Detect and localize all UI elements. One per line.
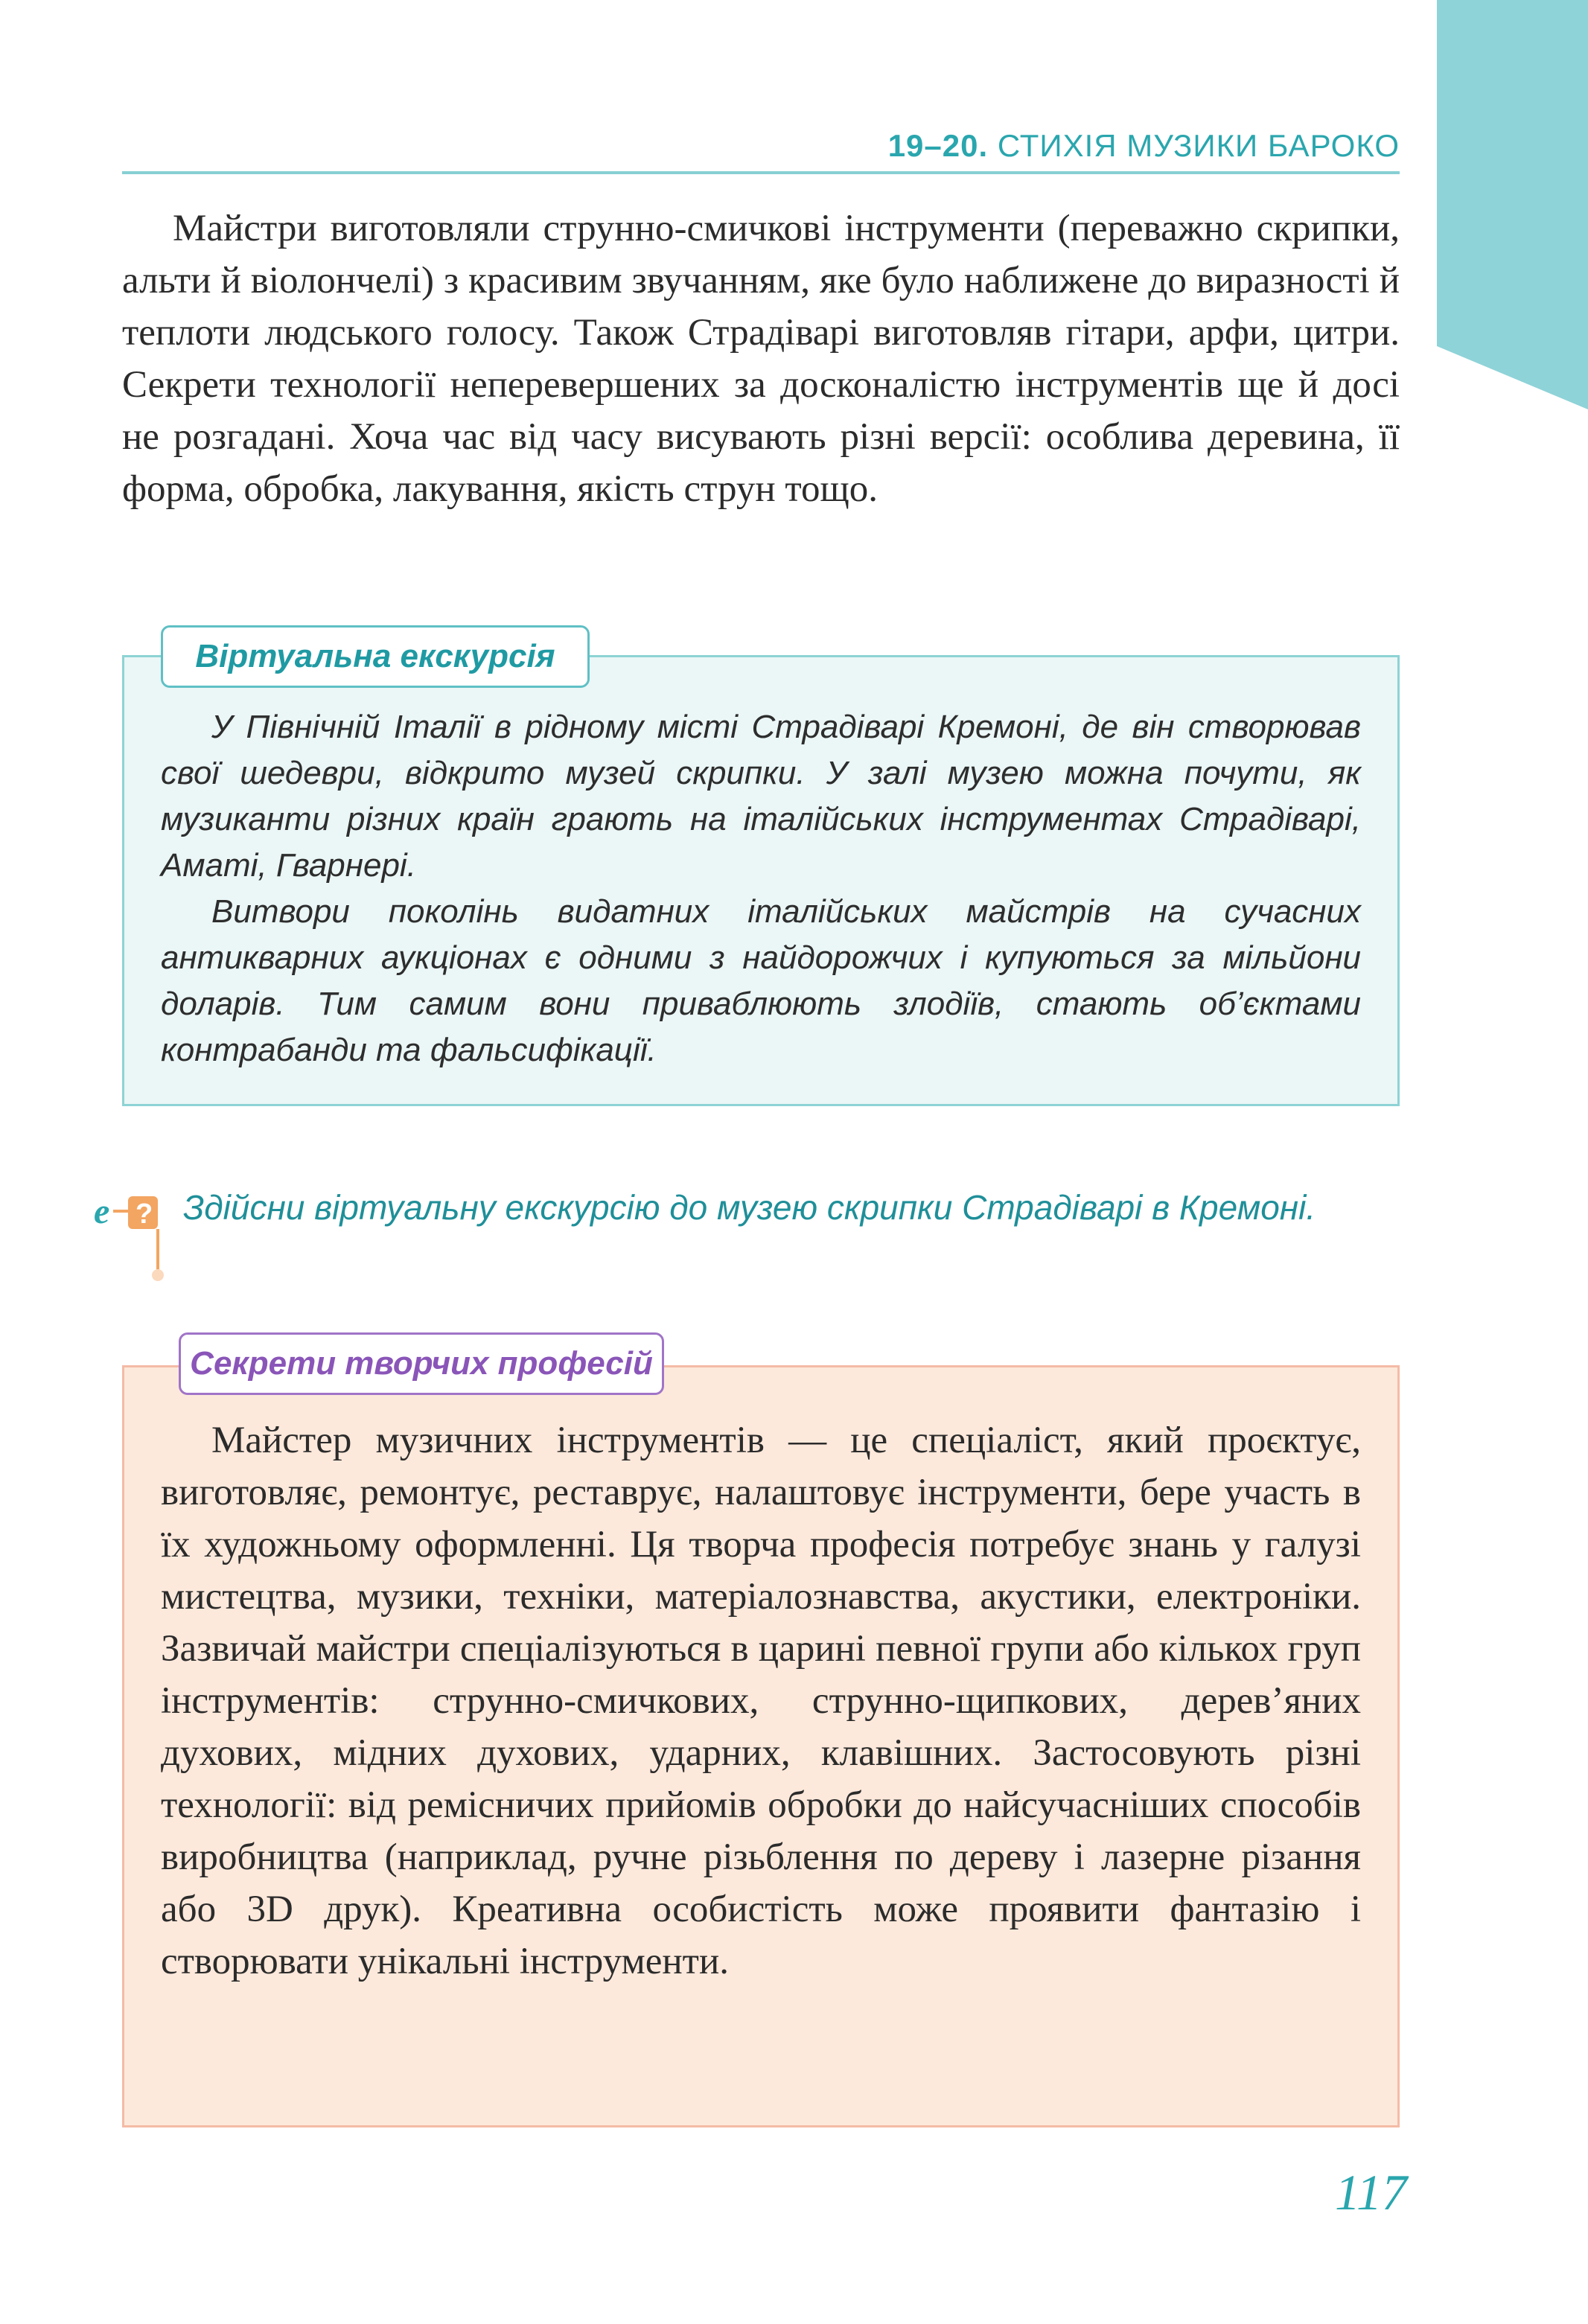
chapter-title: СТИХІЯ МУЗИКИ БАРОКО xyxy=(997,128,1400,163)
icon-letter: e xyxy=(94,1192,110,1231)
chapter-number: 19–20. xyxy=(887,128,989,163)
e-question-icon xyxy=(89,1187,167,1284)
chapter-heading xyxy=(888,128,1400,163)
creative-secrets-text: Майстер музичних інструментів — це спеціаліст, який проєктує, виготовляє, ремонтує, реставрує, налаштовує інструменти, бере участь в їх художньому оформленні. Ця творча професія потребує знань у галузі мистецтва, музики, техніки, матеріалознавства, акустики, електроніки. Зазвичай майстри спеціалізуються в царині певної групи або кількох груп інструментів: струнно-смичкових, струнно-щипкових, дерев’яних духових, мідних духових, ударних, клавішних. Застосовують різні технології: від ремісничих прийомів обробки до найсучасніших способів виробництва (наприклад, ручне різьблення по дереву і лазерне різання або 3D друк). Креативна особистість може проявити фантазію і створювати унікальні інструменти. xyxy=(161,1420,1361,1982)
icon-mark: ? xyxy=(135,1198,153,1230)
excursion-paragraph: У Північній Італії в рідному місті Страдіварі Кремоні, де він створював свої шедеври, відкрито музей скрипки. У залі музею можна почути, як музиканти різних країн грають на італійських інструментах Страдіварі, Аматі, Гварнері. xyxy=(161,709,1361,884)
excursion-paragraph: Витвори поколінь видатних італійських майстрів на сучасних антикварних аукціонах є одними з найдорожчих і купуються за мільйони доларів. Тим самим вони приваблюють злодіїв, стають об’єктами контрабанди та фальсифікації. xyxy=(161,893,1361,1068)
intro-paragraph: Майстри виготовляли струнно-смичкові інструменти (переважно скрипки, альти й віолончелі) з красивим звучанням, яке було наближене до виразності й теплоти людського голосу. Також Страдіварі виготовляв гітари, арфи, цитри. Секрети технології неперевершених за досконалістю інструментів ще й досі не розгадані. Хоча час від часу висувають різні версії: особлива деревина, її форма, обробка, лакування, якість струн тощо. xyxy=(122,208,1400,510)
virtual-excursion-label: Віртуальна екскурсія xyxy=(161,625,590,688)
corner-tab-decoration xyxy=(1437,0,1588,417)
page-number: 117 xyxy=(1335,2164,1407,2221)
virtual-excursion-text xyxy=(161,704,1361,1073)
creative-secrets-label: Секрети творчих професій xyxy=(179,1332,664,1395)
task-text: Здійсни віртуальну екскурсію до музею скрипки Страдіварі в Кремоні. xyxy=(183,1188,1316,1227)
running-header xyxy=(122,125,1400,174)
